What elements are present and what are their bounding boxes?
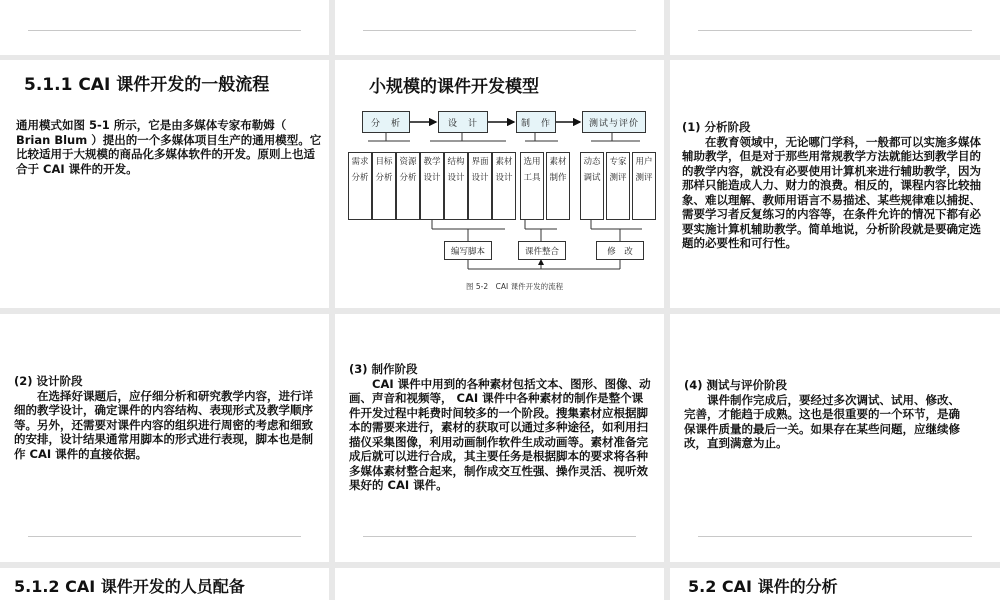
slide-title: 小规模的课件开发模型	[369, 77, 539, 97]
slide-title: 5.1.2 CAI 课件开发的人员配备	[14, 577, 245, 596]
slide-1-3[interactable]	[670, 0, 1000, 55]
slide-1-1[interactable]	[0, 0, 329, 55]
slide-title: 5.2 CAI 课件的分析	[688, 577, 838, 596]
section-body: 课件制作完成后，要经过多次调试、试用、修改、完善，才能趋于成熟。这也是很重要的一个环节，是确保课件质量的最后一关。如果存在某些问题，应继续修改，直到满意为止。	[684, 392, 960, 450]
slide-divider	[363, 30, 636, 31]
box-write-script: 编写脚本	[444, 241, 492, 260]
sub-box-goal-analysis: 目标分析	[372, 152, 396, 220]
section-heading: (2) 设计阶段	[14, 374, 83, 388]
slide-divider	[28, 536, 301, 537]
slide-divider	[698, 536, 972, 537]
diagram-caption: 图 5-2 CAI 课件开发的流程	[466, 282, 564, 291]
sub-box-teaching-design: 教学设计	[420, 152, 444, 220]
slide-3-2[interactable]	[335, 314, 664, 562]
section-body: 在教育领域中，无论哪门学科，一般都可以实施多媒体辅助教学，但是对于那些用常规教学方法就能达到教学目的的教学内容，就没有必要使用计算机来进行辅助教学，因为那样只能造成人力、财力的浪费。相反的，课程内容比较抽象、难以理解、教师用语言不易描述、某些规律难以捕捉、需要学习者反复练习的内容等，在条件允许的情况下都有必要实施计算机辅助教学。简单地说，分析阶段就是要确定选题的必要性和可行性。	[682, 134, 981, 250]
section-body: 在选择好课题后，应仔细分析和研究教学内容，进行详细的教学设计，确定课件的内容结构、表现形式及教学顺序等。另外，还需要对课件内容的组织进行周密的考虑和细致的安排，设计结果通常用脚本的形式进行表现，脚本也是制作 CAI 课件的直接依据。	[14, 388, 313, 461]
slide-text-block	[682, 120, 990, 251]
sub-box-user-evaluation: 用户测评	[632, 152, 656, 220]
section-heading: (3) 制作阶段	[349, 362, 418, 376]
sub-box-dynamic-debug: 动态调试	[580, 152, 604, 220]
slide-2-1[interactable]	[0, 60, 329, 308]
stage-production: 制 作	[516, 111, 556, 133]
section-body: CAI 课件中用到的各种素材包括文本、图形、图像、动画、声音和视频等， CAI 课件中各种素材的制作是整个课件开发过程中耗费时间较多的一个阶段。搜集素材应根据脚本的需要来进行，素材的获取可以通过多种途径，如利用扫描仪采集图像，利用动画制作软件生成动画等。素材准备完成后就可以进行合成，其主要任务是根据脚本的要求将各种多媒体素材整合起来，制作成交互性强、操作灵活、视听效果好的 CAI 课件。	[349, 376, 651, 492]
sub-box-material-production: 素材制作	[546, 152, 570, 220]
slide-divider	[698, 30, 972, 31]
slide-3-3[interactable]	[670, 314, 1000, 562]
section-heading: (1) 分析阶段	[682, 120, 751, 134]
box-revise: 修 改	[596, 241, 644, 260]
slide-text-block	[349, 362, 653, 493]
flow-diagram	[351, 107, 656, 297]
sub-box-expert-evaluation: 专家测评	[606, 152, 630, 220]
slide-3-1[interactable]	[0, 314, 329, 562]
stage-design: 设 计	[438, 111, 488, 133]
box-courseware-integration: 课件整合	[518, 241, 566, 260]
slide-title: 5.1.1 CAI 课件开发的一般流程	[24, 75, 270, 95]
section-heading: (4) 测试与评价阶段	[684, 378, 788, 392]
slide-2-3[interactable]	[670, 60, 1000, 308]
slide-text-block	[14, 374, 316, 461]
slide-4-3[interactable]	[670, 568, 1000, 600]
sub-box-select-tools: 选用工具	[520, 152, 544, 220]
sub-box-interface-design: 界面设计	[468, 152, 492, 220]
slide-body: 通用模式如图 5-1 所示，它是由多媒体专家布勒姆（ Brian Blum ）提出的一个多媒体项目生产的通用模型。它比较适用于大规模的商品化多媒体软件的开发。原则上也适合于 CAI 课件的开发。	[16, 118, 322, 176]
slide-4-1[interactable]	[0, 568, 329, 600]
sub-box-resource-analysis: 资源分析	[396, 152, 420, 220]
slide-text-block	[684, 378, 970, 451]
sub-box-structure-design: 结构设计	[444, 152, 468, 220]
slide-divider	[28, 30, 301, 31]
stage-test-evaluation: 测试与评价	[582, 111, 646, 133]
slide-1-2[interactable]	[335, 0, 664, 55]
stage-analysis: 分 析	[362, 111, 410, 133]
slide-4-2[interactable]	[335, 568, 664, 600]
slide-divider	[363, 536, 636, 537]
sub-box-requirement-analysis: 需求分析	[348, 152, 372, 220]
sub-box-material-design: 素材设计	[492, 152, 516, 220]
